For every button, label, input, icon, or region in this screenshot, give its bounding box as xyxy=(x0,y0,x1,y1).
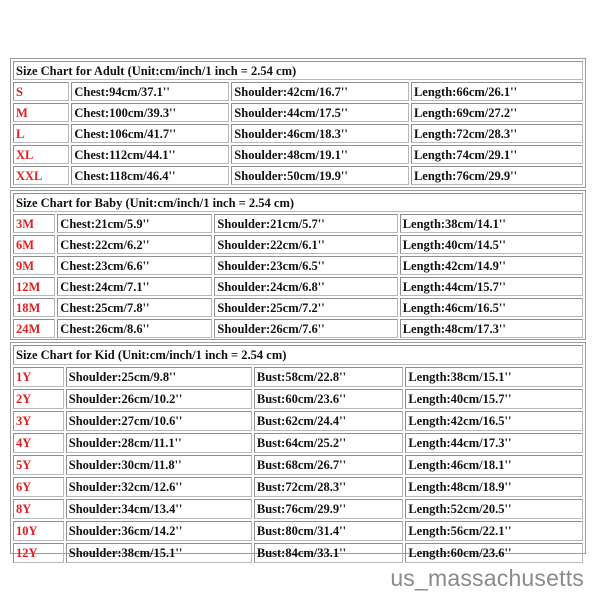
table-row xyxy=(13,389,583,409)
length-cell: Length:48cm/17.3'' xyxy=(400,319,583,338)
bust-cell: Bust:76cm/29.9'' xyxy=(254,499,403,519)
table-row xyxy=(13,499,583,519)
table-row xyxy=(13,124,583,143)
size-label: 24M xyxy=(13,319,55,338)
adult-chart-title: Size Chart for Adult (Unit:cm/inch/1 inch = 2.54 cm) xyxy=(13,61,583,80)
baby-size-chart xyxy=(10,190,586,340)
table-row xyxy=(13,477,583,497)
shoulder-cell: Shoulder:50cm/19.9'' xyxy=(231,166,409,185)
shoulder-cell: Shoulder:24cm/6.8'' xyxy=(214,277,397,296)
size-label: 1Y xyxy=(13,367,64,387)
chest-cell: Chest:23cm/6.6'' xyxy=(57,256,212,275)
chest-cell: Chest:26cm/8.6'' xyxy=(57,319,212,338)
shoulder-cell: Shoulder:46cm/18.3'' xyxy=(231,124,409,143)
size-label: 12Y xyxy=(13,543,64,563)
chest-cell: Chest:118cm/46.4'' xyxy=(71,166,229,185)
length-cell: Length:42cm/16.5'' xyxy=(405,411,583,431)
table-title-row xyxy=(13,345,583,365)
shoulder-cell: Shoulder:25cm/9.8'' xyxy=(66,367,252,387)
chest-cell: Chest:25cm/7.8'' xyxy=(57,298,212,317)
length-cell: Length:44cm/17.3'' xyxy=(405,433,583,453)
bust-cell: Bust:80cm/31.4'' xyxy=(254,521,403,541)
bust-cell: Bust:58cm/22.8'' xyxy=(254,367,403,387)
bust-cell: Bust:60cm/23.6'' xyxy=(254,389,403,409)
length-cell: Length:46cm/18.1'' xyxy=(405,455,583,475)
length-cell: Length:48cm/18.9'' xyxy=(405,477,583,497)
size-label: S xyxy=(13,82,69,101)
table-row xyxy=(13,433,583,453)
chest-cell: Chest:112cm/44.1'' xyxy=(71,145,229,164)
size-label: M xyxy=(13,103,69,122)
table-row xyxy=(13,367,583,387)
bust-cell: Bust:72cm/28.3'' xyxy=(254,477,403,497)
length-cell: Length:38cm/15.1'' xyxy=(405,367,583,387)
table-row xyxy=(13,455,583,475)
size-label: 4Y xyxy=(13,433,64,453)
shoulder-cell: Shoulder:42cm/16.7'' xyxy=(231,82,409,101)
table-row xyxy=(13,235,583,254)
length-cell: Length:69cm/27.2'' xyxy=(411,103,583,122)
kid-size-table xyxy=(11,343,585,565)
shoulder-cell: Shoulder:21cm/5.7'' xyxy=(214,214,397,233)
table-row xyxy=(13,319,583,338)
shoulder-cell: Shoulder:48cm/19.1'' xyxy=(231,145,409,164)
length-cell: Length:72cm/28.3'' xyxy=(411,124,583,143)
shoulder-cell: Shoulder:26cm/7.6'' xyxy=(214,319,397,338)
size-label: 9M xyxy=(13,256,55,275)
length-cell: Length:52cm/20.5'' xyxy=(405,499,583,519)
chest-cell: Chest:24cm/7.1'' xyxy=(57,277,212,296)
size-label: L xyxy=(13,124,69,143)
watermark: us_massachusetts xyxy=(390,565,584,591)
chest-cell: Chest:22cm/6.2'' xyxy=(57,235,212,254)
table-row xyxy=(13,521,583,541)
table-row xyxy=(13,543,583,563)
shoulder-cell: Shoulder:32cm/12.6'' xyxy=(66,477,252,497)
length-cell: Length:66cm/26.1'' xyxy=(411,82,583,101)
bust-cell: Bust:62cm/24.4'' xyxy=(254,411,403,431)
length-cell: Length:44cm/15.7'' xyxy=(400,277,583,296)
bust-cell: Bust:64cm/25.2'' xyxy=(254,433,403,453)
size-label: 3M xyxy=(13,214,55,233)
length-cell: Length:56cm/22.1'' xyxy=(405,521,583,541)
length-cell: Length:40cm/15.7'' xyxy=(405,389,583,409)
length-cell: Length:40cm/14.5'' xyxy=(400,235,583,254)
shoulder-cell: Shoulder:27cm/10.6'' xyxy=(66,411,252,431)
table-row xyxy=(13,411,583,431)
chest-cell: Chest:94cm/37.1'' xyxy=(71,82,229,101)
length-cell: Length:60cm/23.6'' xyxy=(405,543,583,563)
length-cell: Length:76cm/29.9'' xyxy=(411,166,583,185)
bust-cell: Bust:68cm/26.7'' xyxy=(254,455,403,475)
bust-cell: Bust:84cm/33.1'' xyxy=(254,543,403,563)
size-label: 6M xyxy=(13,235,55,254)
kid-size-chart xyxy=(10,342,586,560)
size-label: 2Y xyxy=(13,389,64,409)
size-label: 5Y xyxy=(13,455,64,475)
table-row xyxy=(13,256,583,275)
size-label: 12M xyxy=(13,277,55,296)
table-row xyxy=(13,214,583,233)
shoulder-cell: Shoulder:36cm/14.2'' xyxy=(66,521,252,541)
length-cell: Length:74cm/29.1'' xyxy=(411,145,583,164)
length-cell: Length:38cm/14.1'' xyxy=(400,214,583,233)
adult-size-chart xyxy=(10,58,586,188)
chest-cell: Chest:100cm/39.3'' xyxy=(71,103,229,122)
length-cell: Length:42cm/14.9'' xyxy=(400,256,583,275)
chest-cell: Chest:21cm/5.9'' xyxy=(57,214,212,233)
table-row xyxy=(13,277,583,296)
shoulder-cell: Shoulder:30cm/11.8'' xyxy=(66,455,252,475)
table-row xyxy=(13,103,583,122)
shoulder-cell: Shoulder:44cm/17.5'' xyxy=(231,103,409,122)
size-label: 8Y xyxy=(13,499,64,519)
size-label: XL xyxy=(13,145,69,164)
shoulder-cell: Shoulder:25cm/7.2'' xyxy=(214,298,397,317)
table-row xyxy=(13,82,583,101)
size-label: 6Y xyxy=(13,477,64,497)
table-row xyxy=(13,166,583,185)
table-row xyxy=(13,298,583,317)
length-cell: Length:46cm/16.5'' xyxy=(400,298,583,317)
shoulder-cell: Shoulder:38cm/15.1'' xyxy=(66,543,252,563)
size-label: 10Y xyxy=(13,521,64,541)
shoulder-cell: Shoulder:34cm/13.4'' xyxy=(66,499,252,519)
baby-size-table xyxy=(11,191,585,340)
size-label: XXL xyxy=(13,166,69,185)
table-title-row xyxy=(13,193,583,212)
table-row xyxy=(13,145,583,164)
adult-size-table xyxy=(11,59,585,187)
shoulder-cell: Shoulder:28cm/11.1'' xyxy=(66,433,252,453)
chest-cell: Chest:106cm/41.7'' xyxy=(71,124,229,143)
kid-chart-title: Size Chart for Kid (Unit:cm/inch/1 inch = 2.54 cm) xyxy=(13,345,583,365)
size-label: 3Y xyxy=(13,411,64,431)
shoulder-cell: Shoulder:26cm/10.2'' xyxy=(66,389,252,409)
shoulder-cell: Shoulder:22cm/6.1'' xyxy=(214,235,397,254)
baby-chart-title: Size Chart for Baby (Unit:cm/inch/1 inch = 2.54 cm) xyxy=(13,193,583,212)
size-label: 18M xyxy=(13,298,55,317)
table-title-row xyxy=(13,61,583,80)
shoulder-cell: Shoulder:23cm/6.5'' xyxy=(214,256,397,275)
